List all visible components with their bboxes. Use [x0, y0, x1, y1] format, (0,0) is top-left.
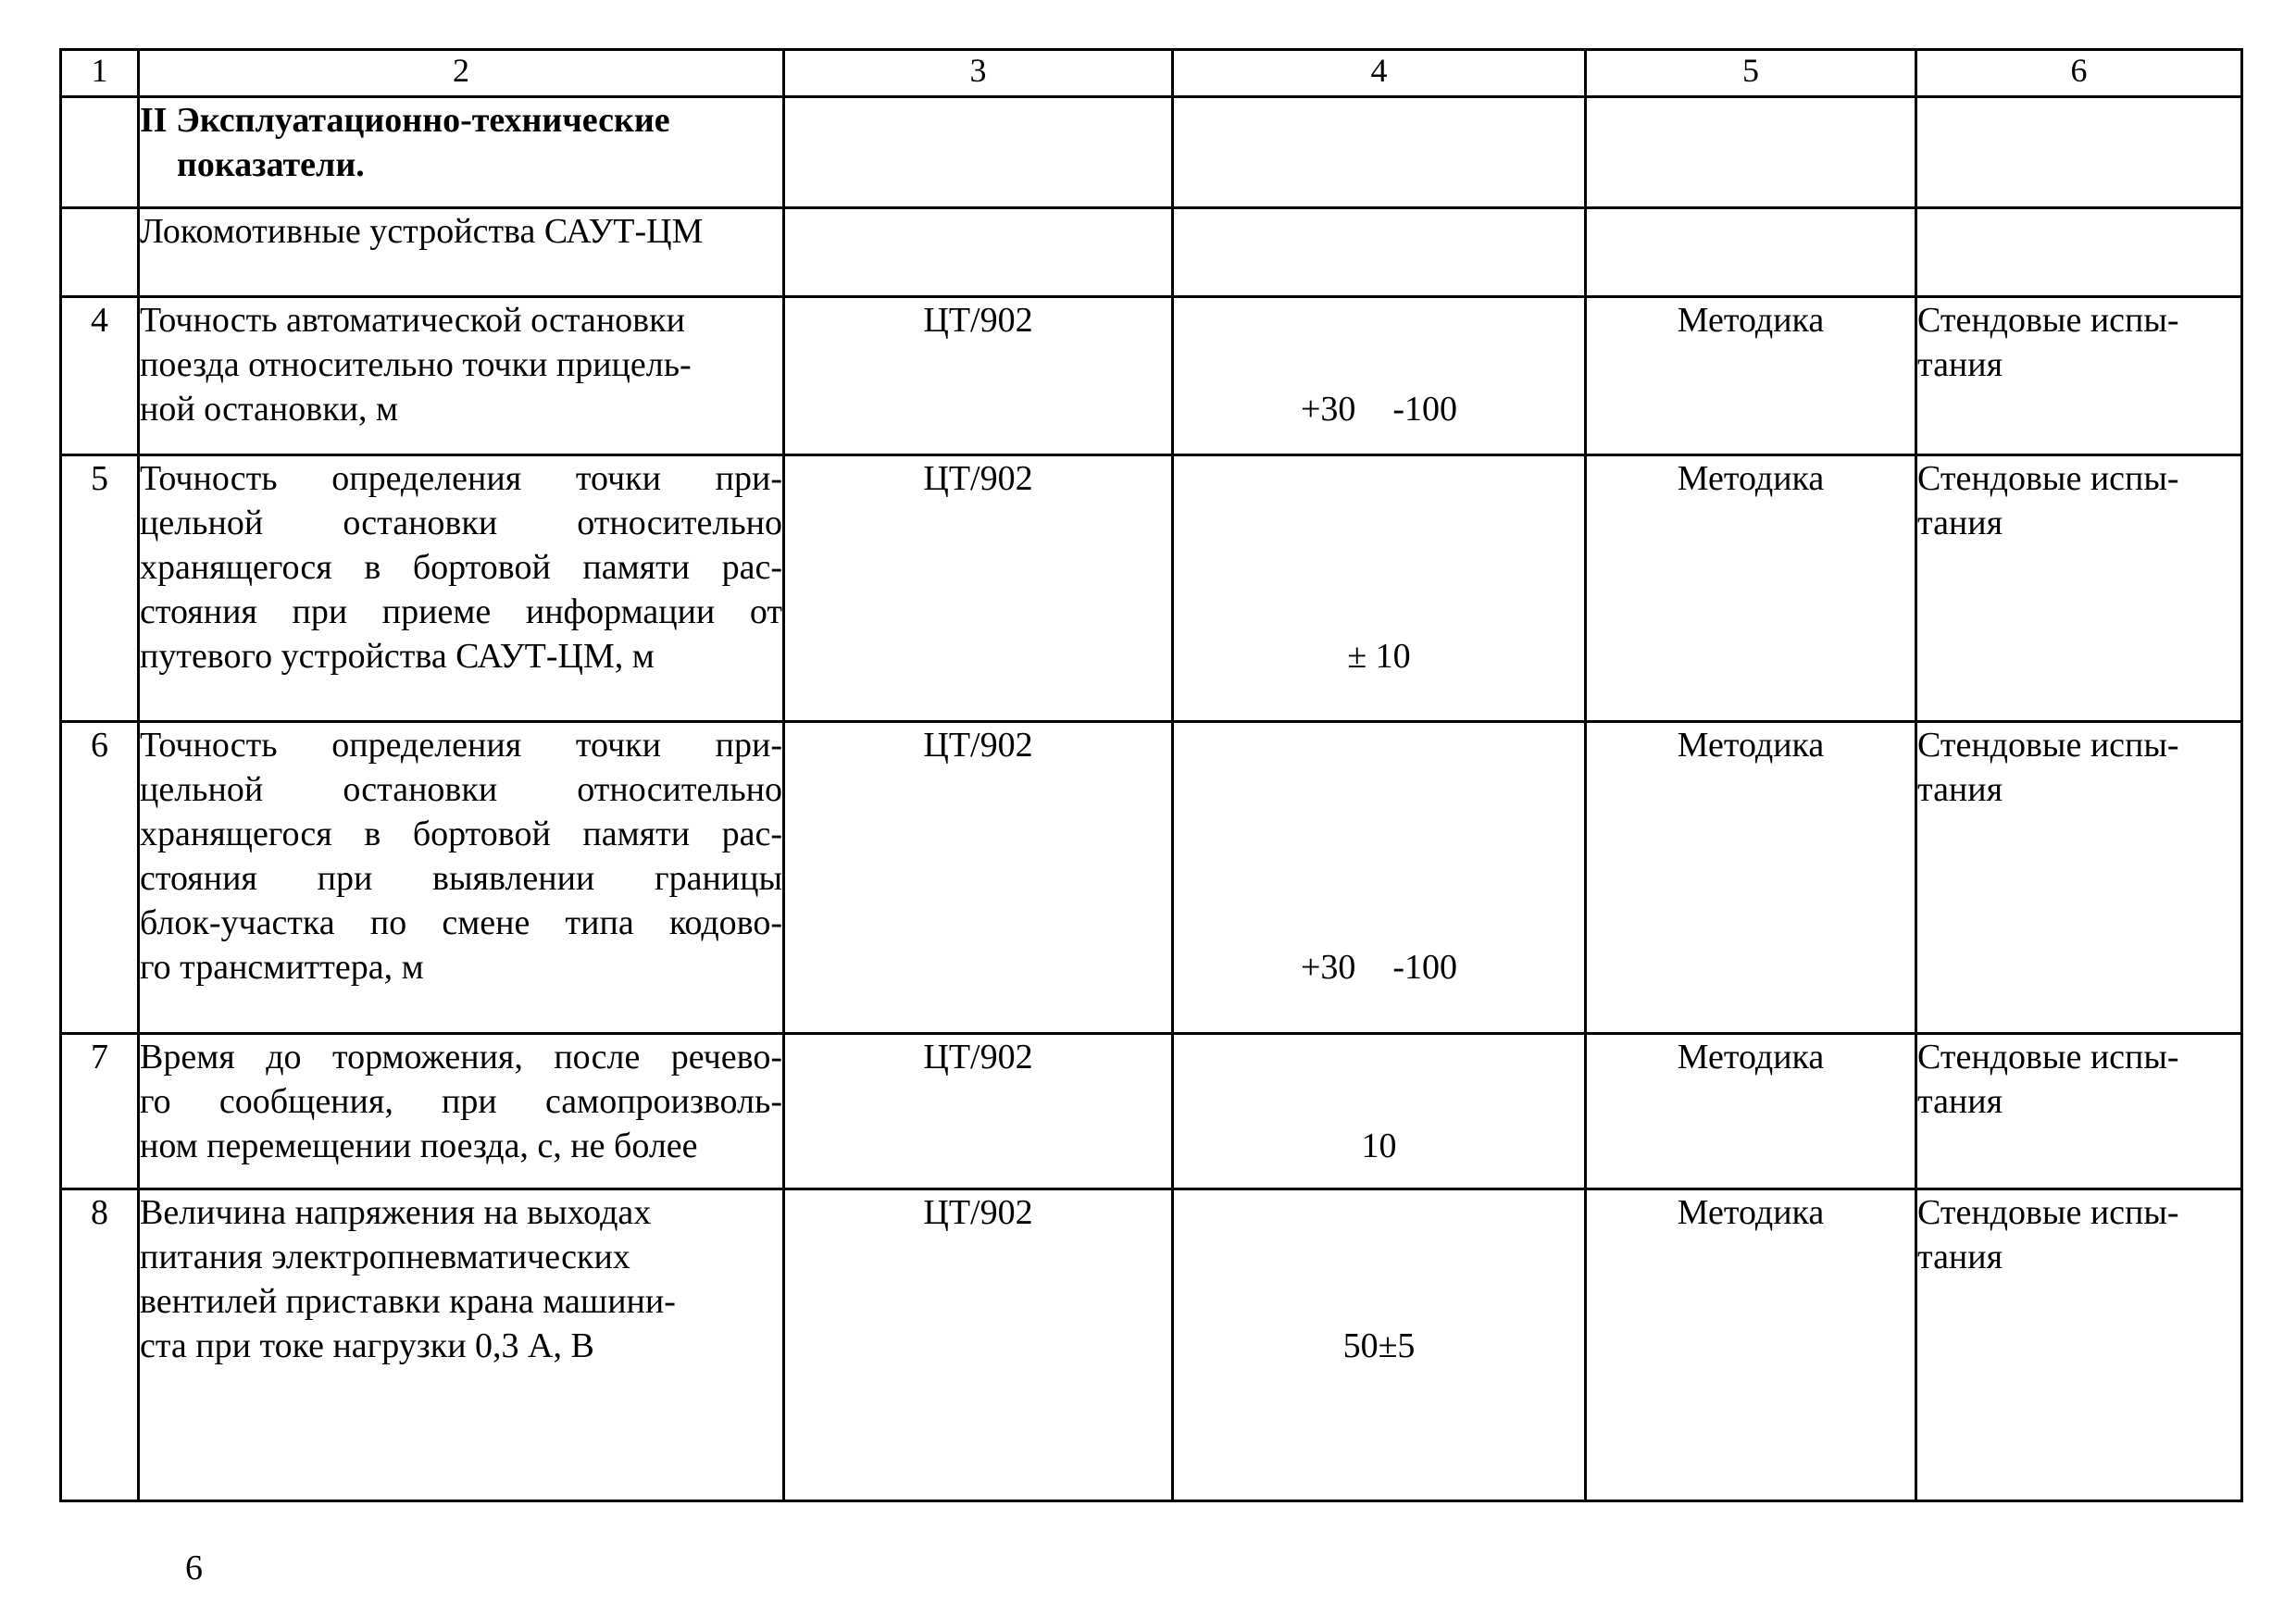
header-cell-5: 5 — [1586, 50, 1916, 97]
section-title-line1: II Эксплуатационно-технические — [140, 101, 670, 140]
row-document: ЦТ/902 — [784, 455, 1173, 722]
row-description: Точность определения точки при- цельной остановки относительно хранящегося в бортовой памяти рас- стояния при выявлении границы блок-участка по смене типа кодово- го трансмиттера, м — [139, 722, 784, 1034]
row-test-type: Стендовые испы- тания — [1916, 722, 2242, 1034]
header-cell-1: 1 — [61, 50, 139, 97]
row-number: 6 — [61, 722, 139, 1034]
row-number: 4 — [61, 297, 139, 455]
spec-table — [59, 48, 2243, 1502]
section-row — [61, 97, 2242, 208]
header-cell-6: 6 — [1916, 50, 2242, 97]
table-row — [61, 455, 2242, 722]
row-value: ± 10 — [1173, 455, 1586, 722]
row-method: Методика — [1586, 1189, 1916, 1501]
table-row — [61, 297, 2242, 455]
table-row — [61, 1189, 2242, 1501]
row-document: ЦТ/902 — [784, 1189, 1173, 1501]
section-title-line2: показатели. — [177, 145, 365, 184]
row-description: Точность определения точки при- цельной остановки относительно хранящегося в бортовой памяти рас- стояния при приеме информации от путевого устройства САУТ-ЦМ, м — [139, 455, 784, 722]
row-value: 50±5 — [1173, 1189, 1586, 1501]
table-row — [61, 722, 2242, 1034]
header-cell-3: 3 — [784, 50, 1173, 97]
row-test-type: Стендовые испы- тания — [1916, 297, 2242, 455]
header-cell-2: 2 — [139, 50, 784, 97]
row-description: Точность автоматической остановки поезда относительно точки прицель- ной остановки, м — [139, 297, 784, 455]
row-method: Методика — [1586, 722, 1916, 1034]
row-description: Величина напряжения на выходах питания электропневматических вентилей приставки крана машини- ста при токе нагрузки 0,3 А, В — [139, 1189, 784, 1501]
row-value: +30 -100 — [1173, 297, 1586, 455]
row-description: Время до торможения, после речево- го сообщения, при самопроизволь- ном перемещении поезда, с, не более — [139, 1034, 784, 1189]
row-method: Методика — [1586, 297, 1916, 455]
row-number: 5 — [61, 455, 139, 722]
page-number: 6 — [185, 1549, 203, 1587]
section-title — [140, 98, 782, 187]
subsection-row — [61, 208, 2242, 297]
row-number: 7 — [61, 1034, 139, 1189]
row-number: 8 — [61, 1189, 139, 1501]
row-document: ЦТ/902 — [784, 1034, 1173, 1189]
row-value: +30 -100 — [1173, 722, 1586, 1034]
row-value: 10 — [1173, 1034, 1586, 1189]
row-method: Методика — [1586, 1034, 1916, 1189]
subsection-title: Локомотивные устройства САУТ-ЦМ — [139, 208, 784, 297]
header-row — [61, 50, 2242, 97]
row-method: Методика — [1586, 455, 1916, 722]
row-test-type: Стендовые испы- тания — [1916, 455, 2242, 722]
row-test-type: Стендовые испы- тания — [1916, 1189, 2242, 1501]
header-cell-4: 4 — [1173, 50, 1586, 97]
row-document: ЦТ/902 — [784, 722, 1173, 1034]
table-row — [61, 1034, 2242, 1189]
row-document: ЦТ/902 — [784, 297, 1173, 455]
row-test-type: Стендовые испы- тания — [1916, 1034, 2242, 1189]
